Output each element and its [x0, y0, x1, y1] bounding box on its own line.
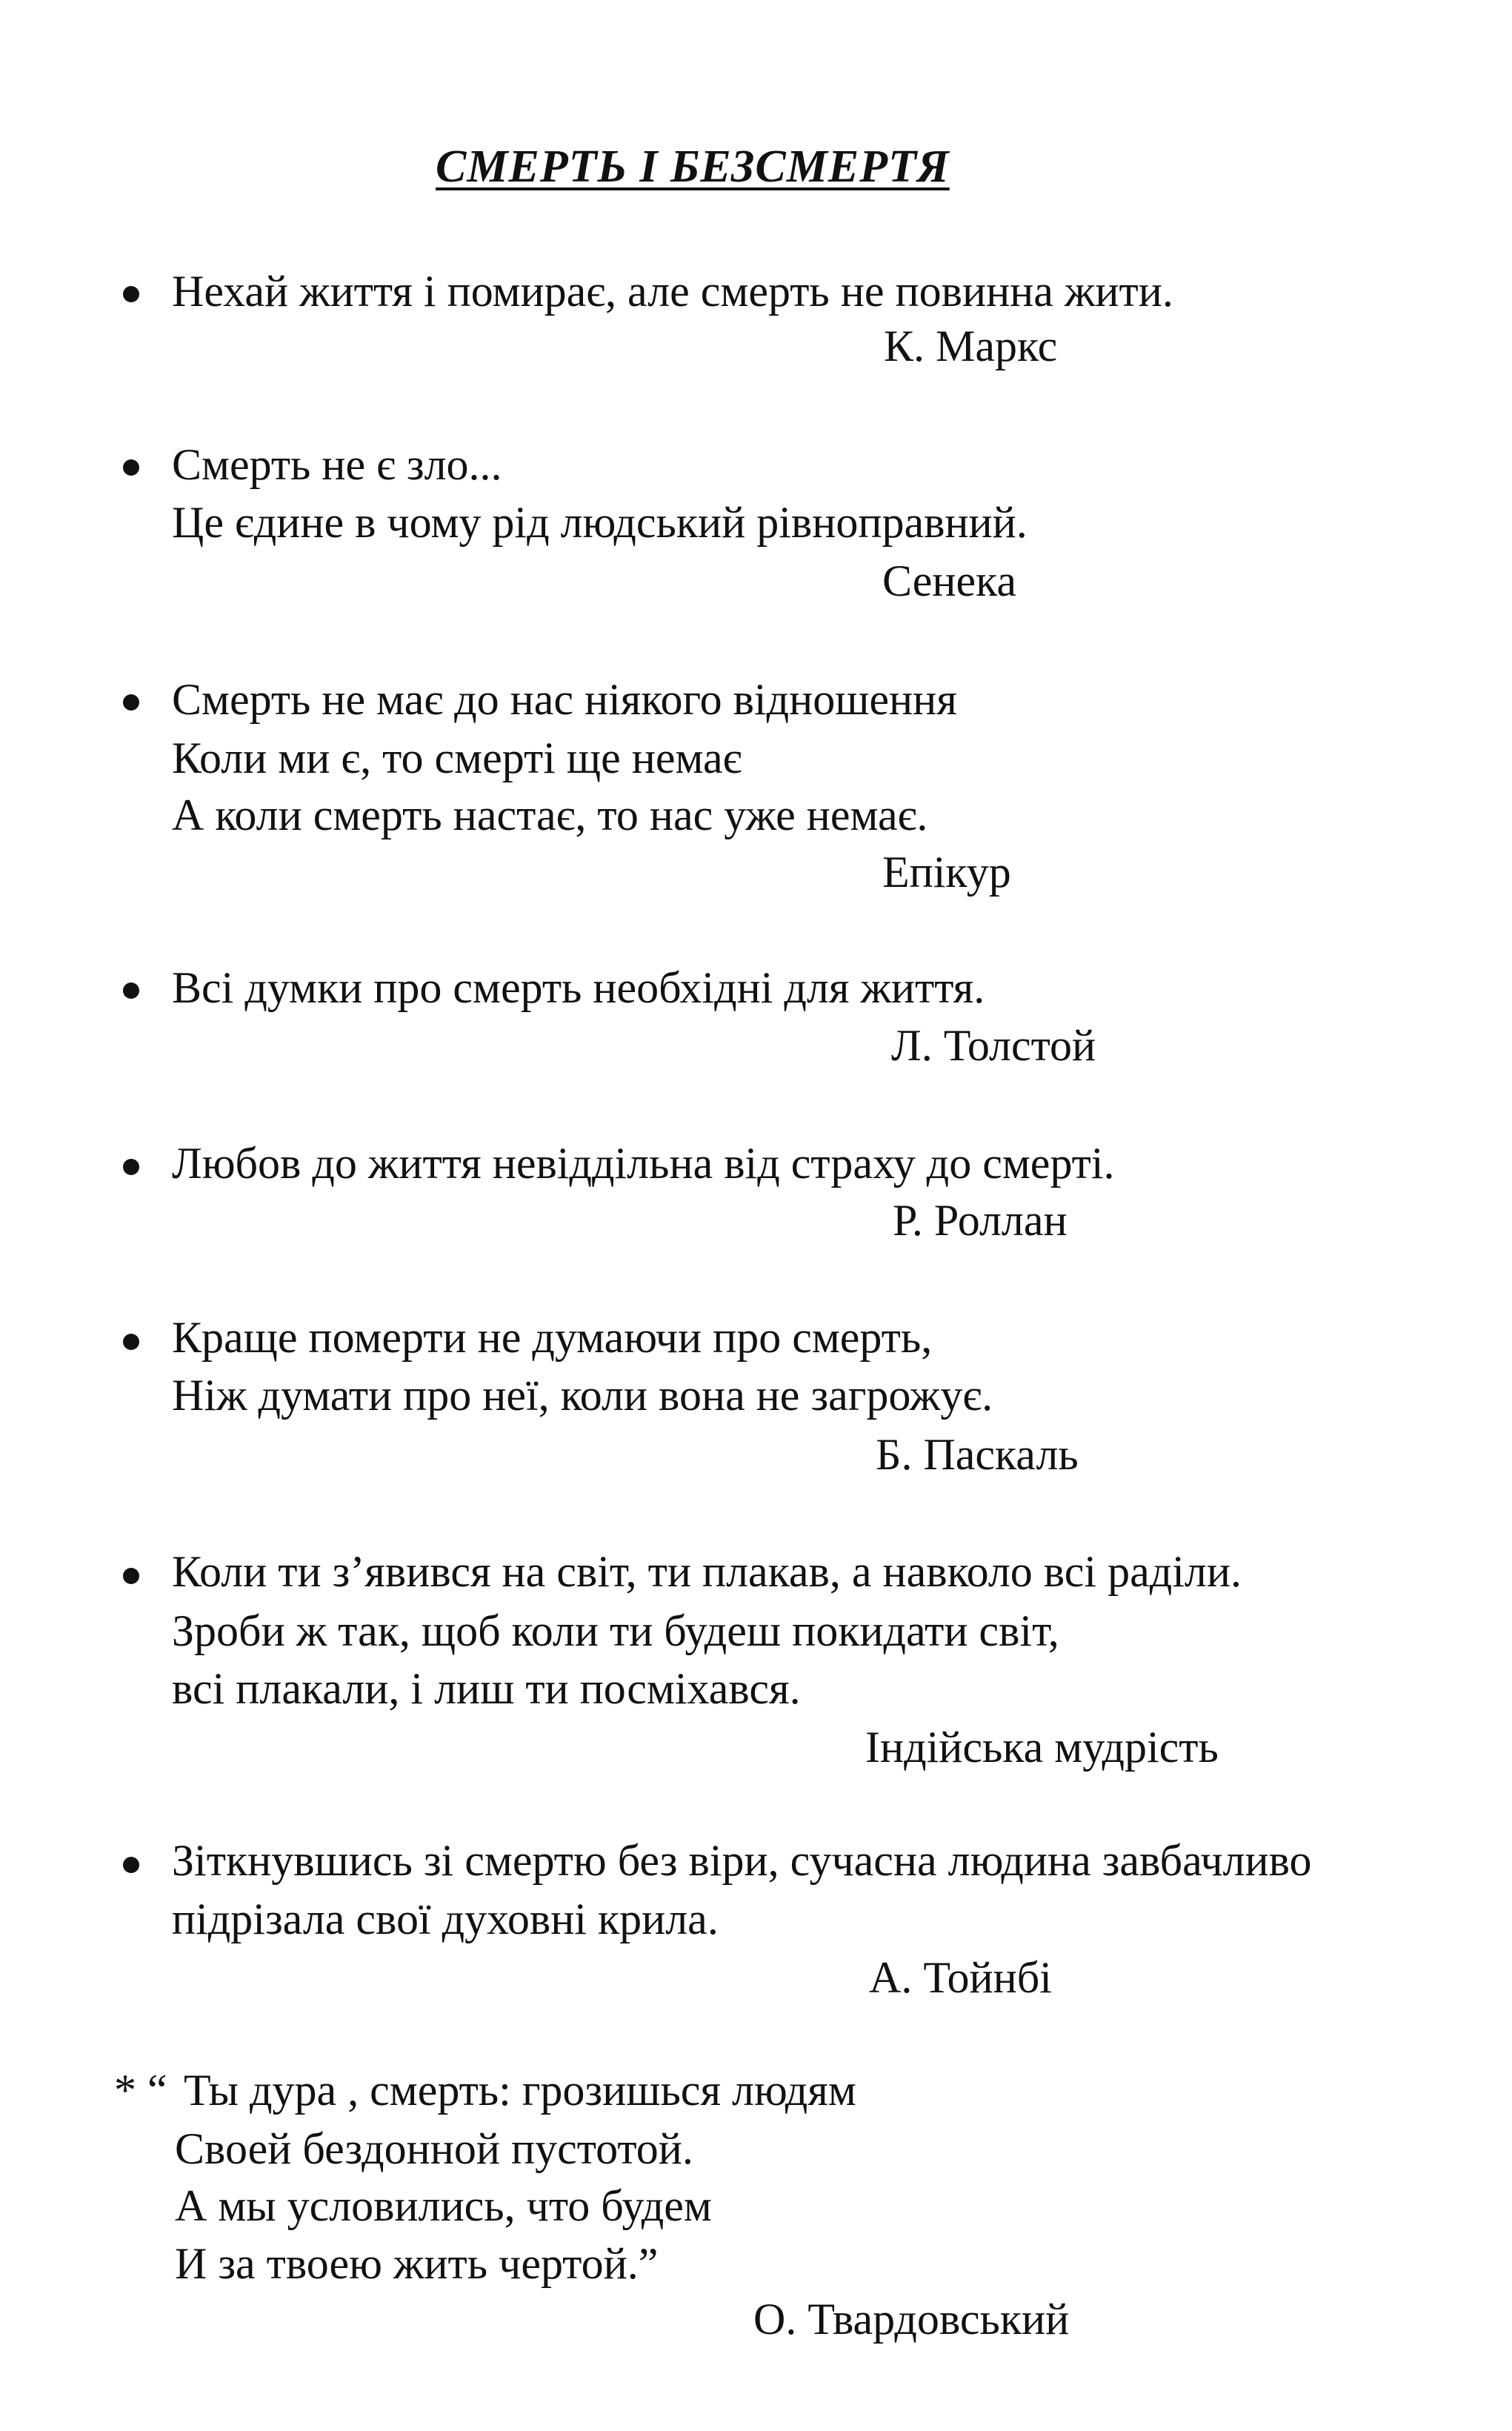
bullet-icon	[123, 694, 139, 711]
quote-line: підрізала свої духовні крила.	[172, 1895, 719, 1943]
bullet-icon	[123, 1568, 139, 1584]
quote-author: Р. Роллан	[893, 1196, 1068, 1245]
bullet-icon	[123, 982, 139, 999]
quote-line: Ніж думати про неї, коли вона не загрожує.	[172, 1371, 993, 1420]
bullet-icon	[123, 286, 139, 302]
quote-line: Це єдине в чому рід людський рівноправний.	[172, 498, 1028, 547]
quote-author: Л. Толстой	[891, 1021, 1096, 1070]
quote-line: А коли смерть настає, то нас уже немає.	[172, 791, 928, 839]
quote-line: Зіткнувшись зі смертю без віри, сучасна людина завбачливо	[172, 1836, 1312, 1885]
quote-author: Б. Паскаль	[876, 1430, 1079, 1479]
quote-line: Краще померти не думаючи про смерть,	[172, 1313, 933, 1362]
quote-line: Смерть не має до нас ніякого відношення	[172, 675, 957, 724]
page-title: СМЕРТЬ І БЕЗСМЕРТЯ	[436, 142, 950, 192]
poem-line: А мы условились, что будем	[175, 2181, 712, 2230]
bullet-icon	[123, 1857, 139, 1873]
quote-line: Нехай життя і помирає, але смерть не повинна жити.	[172, 267, 1173, 316]
quote-line: Коли ми є, то смерті ще немає	[172, 734, 742, 782]
quote-line: Зроби ж так, щоб коли ти будеш покидати світ,	[172, 1606, 1059, 1655]
poem-line: И за твоею жить чертой.”	[175, 2239, 659, 2288]
quote-line: всі плакали, і лиш ти посміхався.	[172, 1664, 801, 1713]
quote-author: К. Маркс	[884, 322, 1058, 370]
poem-line: Ты дура , смерть: грозишься людям	[184, 2066, 856, 2115]
poem-author: О. Твардовський	[753, 2295, 1070, 2344]
quote-author: Епікур	[882, 848, 1011, 897]
quote-line: Смерть не є зло...	[172, 440, 502, 489]
quote-line: Коли ти з’явився на світ, ти плакав, а навколо всі раділи.	[172, 1547, 1242, 1596]
poem-line: Своей бездонной пустотой.	[175, 2124, 693, 2173]
quote-line: Всі думки про смерть необхідні для життя.	[172, 963, 985, 1012]
asterisk-mark: * “	[114, 2066, 167, 2115]
quote-line: Любов до життя невіддільна від страху до смерті.	[172, 1139, 1115, 1188]
bullet-icon	[123, 1159, 139, 1175]
bullet-icon	[123, 1334, 139, 1350]
quote-author: Індійська мудрість	[865, 1723, 1219, 1772]
bullet-icon	[123, 459, 139, 476]
quote-author: Сенека	[882, 556, 1016, 605]
quote-author: А. Тойнбі	[869, 1953, 1052, 2002]
